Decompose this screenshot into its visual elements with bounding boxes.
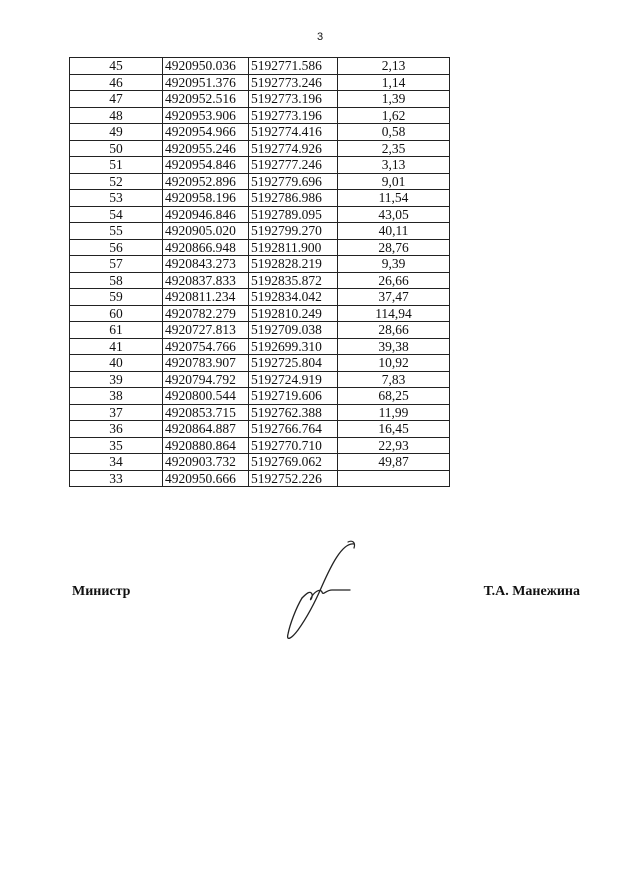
point-number-cell: 49 (70, 124, 163, 141)
coordinates-table (69, 57, 450, 487)
x-coordinate-cell: 4920905.020 (163, 223, 249, 240)
table-row (70, 256, 450, 273)
y-coordinate-cell: 5192810.249 (249, 305, 338, 322)
point-number-cell: 60 (70, 305, 163, 322)
y-coordinate-cell: 5192835.872 (249, 272, 338, 289)
x-coordinate-cell: 4920950.036 (163, 58, 249, 75)
signer-title: Министр (72, 584, 131, 599)
table-row (70, 223, 450, 240)
table-row (70, 58, 450, 75)
table-row (70, 305, 450, 322)
x-coordinate-cell: 4920903.732 (163, 454, 249, 471)
x-coordinate-cell: 4920954.966 (163, 124, 249, 141)
x-coordinate-cell: 4920952.896 (163, 173, 249, 190)
point-number-cell: 57 (70, 256, 163, 273)
point-number-cell: 38 (70, 388, 163, 405)
point-number-cell: 56 (70, 239, 163, 256)
y-coordinate-cell: 5192773.246 (249, 74, 338, 91)
x-coordinate-cell: 4920811.234 (163, 289, 249, 306)
y-coordinate-cell: 5192769.062 (249, 454, 338, 471)
y-coordinate-cell: 5192799.270 (249, 223, 338, 240)
point-number-cell: 37 (70, 404, 163, 421)
x-coordinate-cell: 4920837.833 (163, 272, 249, 289)
table-row (70, 124, 450, 141)
point-number-cell: 39 (70, 371, 163, 388)
distance-cell: 26,66 (338, 272, 450, 289)
distance-cell: 1,62 (338, 107, 450, 124)
distance-cell: 68,25 (338, 388, 450, 405)
point-number-cell: 46 (70, 74, 163, 91)
distance-cell: 39,38 (338, 338, 450, 355)
x-coordinate-cell: 4920843.273 (163, 256, 249, 273)
distance-cell: 10,92 (338, 355, 450, 372)
distance-cell: 9,01 (338, 173, 450, 190)
distance-cell: 28,76 (338, 239, 450, 256)
coordinates-table-body (70, 58, 450, 487)
y-coordinate-cell: 5192834.042 (249, 289, 338, 306)
x-coordinate-cell: 4920800.544 (163, 388, 249, 405)
point-number-cell: 35 (70, 437, 163, 454)
x-coordinate-cell: 4920783.907 (163, 355, 249, 372)
distance-cell: 1,39 (338, 91, 450, 108)
y-coordinate-cell: 5192725.804 (249, 355, 338, 372)
x-coordinate-cell: 4920954.846 (163, 157, 249, 174)
y-coordinate-cell: 5192719.606 (249, 388, 338, 405)
table-row (70, 470, 450, 487)
handwritten-signature (282, 538, 362, 648)
x-coordinate-cell: 4920946.846 (163, 206, 249, 223)
y-coordinate-cell: 5192771.586 (249, 58, 338, 75)
table-row (70, 91, 450, 108)
distance-cell: 11,54 (338, 190, 450, 207)
table-row (70, 272, 450, 289)
table-row (70, 190, 450, 207)
y-coordinate-cell: 5192789.095 (249, 206, 338, 223)
table-row (70, 454, 450, 471)
distance-cell: 16,45 (338, 421, 450, 438)
distance-cell: 37,47 (338, 289, 450, 306)
point-number-cell: 55 (70, 223, 163, 240)
table-row (70, 239, 450, 256)
point-number-cell: 51 (70, 157, 163, 174)
x-coordinate-cell: 4920952.516 (163, 91, 249, 108)
table-row (70, 355, 450, 372)
table-row (70, 404, 450, 421)
point-number-cell: 52 (70, 173, 163, 190)
x-coordinate-cell: 4920864.887 (163, 421, 249, 438)
table-row (70, 322, 450, 339)
table-row (70, 338, 450, 355)
y-coordinate-cell: 5192786.986 (249, 190, 338, 207)
y-coordinate-cell: 5192779.696 (249, 173, 338, 190)
point-number-cell: 48 (70, 107, 163, 124)
distance-cell: 22,93 (338, 437, 450, 454)
x-coordinate-cell: 4920853.715 (163, 404, 249, 421)
distance-cell: 49,87 (338, 454, 450, 471)
y-coordinate-cell: 5192709.038 (249, 322, 338, 339)
x-coordinate-cell: 4920955.246 (163, 140, 249, 157)
point-number-cell: 45 (70, 58, 163, 75)
point-number-cell: 33 (70, 470, 163, 487)
y-coordinate-cell: 5192752.226 (249, 470, 338, 487)
point-number-cell: 53 (70, 190, 163, 207)
point-number-cell: 50 (70, 140, 163, 157)
table-row (70, 437, 450, 454)
y-coordinate-cell: 5192828.219 (249, 256, 338, 273)
table-row (70, 206, 450, 223)
table-row (70, 74, 450, 91)
point-number-cell: 54 (70, 206, 163, 223)
point-number-cell: 61 (70, 322, 163, 339)
x-coordinate-cell: 4920866.948 (163, 239, 249, 256)
table-row (70, 289, 450, 306)
distance-cell: 43,05 (338, 206, 450, 223)
distance-cell: 114,94 (338, 305, 450, 322)
x-coordinate-cell: 4920782.279 (163, 305, 249, 322)
page-number: 3 (316, 31, 324, 43)
point-number-cell: 41 (70, 338, 163, 355)
table-row (70, 140, 450, 157)
point-number-cell: 47 (70, 91, 163, 108)
distance-cell: 40,11 (338, 223, 450, 240)
x-coordinate-cell: 4920958.196 (163, 190, 249, 207)
distance-cell: 3,13 (338, 157, 450, 174)
signer-name: Т.А. Манежина (483, 584, 580, 599)
distance-cell: 11,99 (338, 404, 450, 421)
y-coordinate-cell: 5192724.919 (249, 371, 338, 388)
point-number-cell: 36 (70, 421, 163, 438)
table-row (70, 107, 450, 124)
distance-cell: 2,13 (338, 58, 450, 75)
distance-cell: 0,58 (338, 124, 450, 141)
x-coordinate-cell: 4920727.813 (163, 322, 249, 339)
y-coordinate-cell: 5192774.416 (249, 124, 338, 141)
y-coordinate-cell: 5192699.310 (249, 338, 338, 355)
y-coordinate-cell: 5192762.388 (249, 404, 338, 421)
table-row (70, 371, 450, 388)
y-coordinate-cell: 5192773.196 (249, 91, 338, 108)
x-coordinate-cell: 4920794.792 (163, 371, 249, 388)
point-number-cell: 40 (70, 355, 163, 372)
x-coordinate-cell: 4920953.906 (163, 107, 249, 124)
point-number-cell: 34 (70, 454, 163, 471)
y-coordinate-cell: 5192770.710 (249, 437, 338, 454)
y-coordinate-cell: 5192766.764 (249, 421, 338, 438)
y-coordinate-cell: 5192774.926 (249, 140, 338, 157)
distance-cell: 2,35 (338, 140, 450, 157)
distance-cell (338, 470, 450, 487)
x-coordinate-cell: 4920951.376 (163, 74, 249, 91)
table-row (70, 157, 450, 174)
x-coordinate-cell: 4920880.864 (163, 437, 249, 454)
point-number-cell: 58 (70, 272, 163, 289)
y-coordinate-cell: 5192811.900 (249, 239, 338, 256)
distance-cell: 7,83 (338, 371, 450, 388)
point-number-cell: 59 (70, 289, 163, 306)
distance-cell: 1,14 (338, 74, 450, 91)
distance-cell: 9,39 (338, 256, 450, 273)
x-coordinate-cell: 4920754.766 (163, 338, 249, 355)
table-row (70, 421, 450, 438)
table-row (70, 388, 450, 405)
y-coordinate-cell: 5192773.196 (249, 107, 338, 124)
x-coordinate-cell: 4920950.666 (163, 470, 249, 487)
table-row (70, 173, 450, 190)
distance-cell: 28,66 (338, 322, 450, 339)
y-coordinate-cell: 5192777.246 (249, 157, 338, 174)
